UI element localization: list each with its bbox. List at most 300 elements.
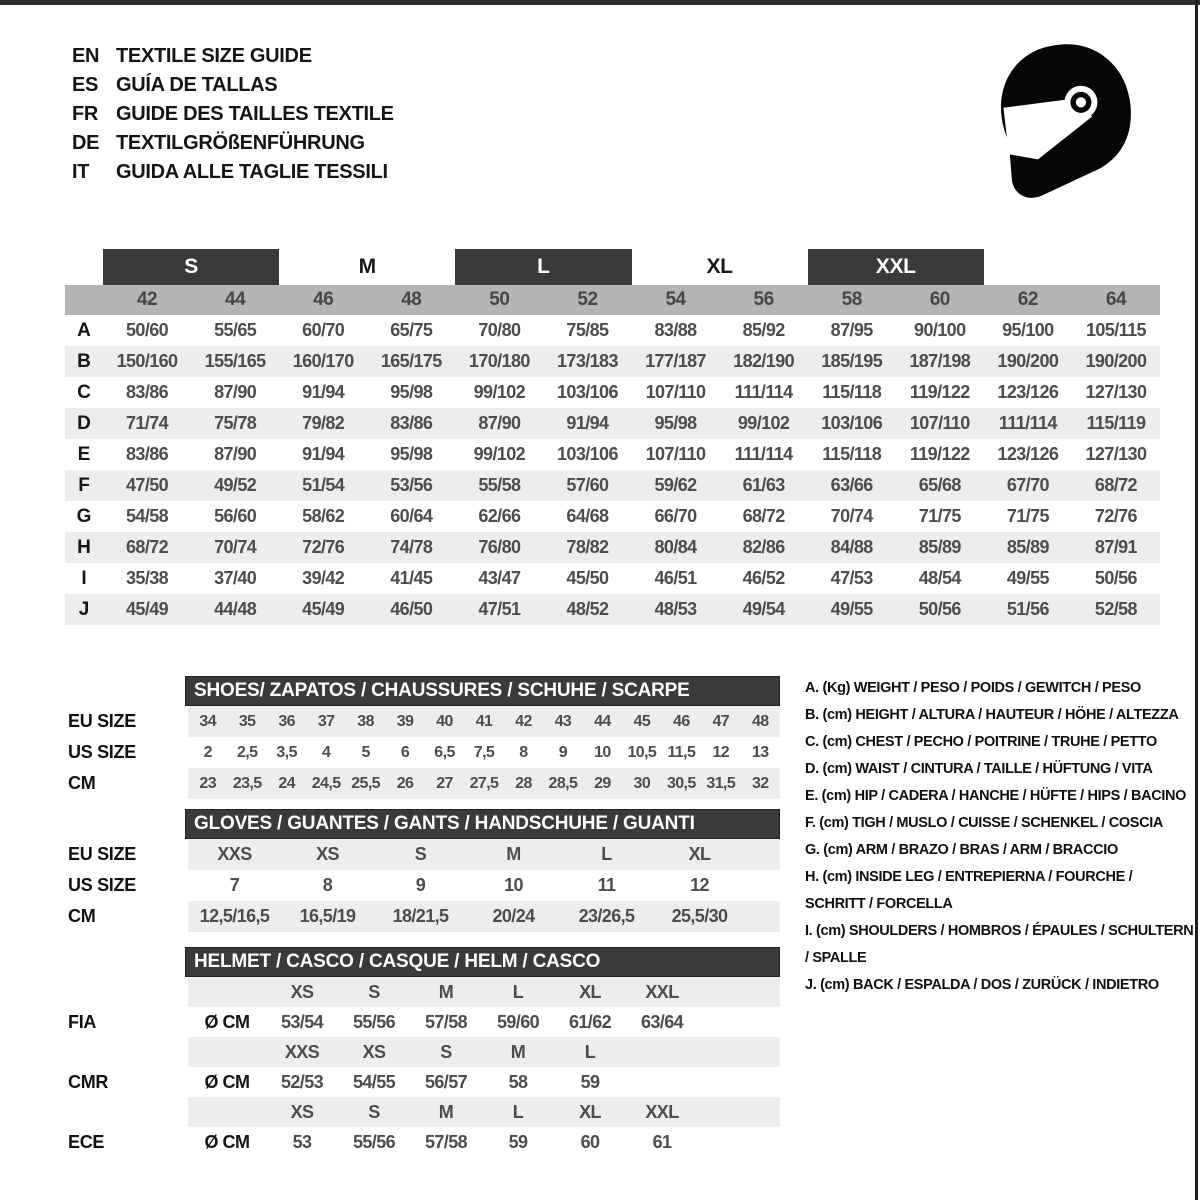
row-filler xyxy=(746,901,780,932)
glove-size-value: 9 xyxy=(415,875,426,895)
gloves-row xyxy=(65,870,780,901)
measurement-value: 83/88 xyxy=(654,320,697,340)
measurement-value: 50/56 xyxy=(1094,568,1137,588)
gloves-row-values xyxy=(188,870,780,901)
gloves-title-row xyxy=(65,809,780,839)
measurement-row-letter: A xyxy=(77,319,91,341)
measurement-value: 49/55 xyxy=(830,599,873,619)
row-filler xyxy=(746,870,780,901)
size-group-l: L xyxy=(455,249,631,285)
measurement-value: 35/38 xyxy=(126,568,169,588)
measurement-row-letter: E xyxy=(77,443,91,465)
measurement-value: 111/114 xyxy=(734,444,793,464)
helmet-size-value: 59 xyxy=(508,1131,528,1152)
measurement-value: 72/76 xyxy=(302,537,345,557)
measurement-value: 173/183 xyxy=(557,351,618,371)
measurement-value: 107/110 xyxy=(645,382,706,402)
measurement-value: 61/63 xyxy=(742,475,785,495)
helmet-size-value: XS xyxy=(290,1101,314,1122)
legend-item: H. (cm) INSIDE LEG / ENTREPIERNA / FOURCHE / SCHRITT / FORCELLA xyxy=(805,869,1133,912)
glove-size-value: 20/24 xyxy=(492,906,535,926)
shoes-row-values xyxy=(188,706,780,737)
shoes-section xyxy=(65,676,780,799)
shoe-size-value: 5 xyxy=(361,743,370,761)
glove-size-value: L xyxy=(601,844,612,864)
glove-size-value: 7 xyxy=(229,875,240,895)
size-letter-header-row xyxy=(65,249,1160,285)
glove-size-value: S xyxy=(414,844,427,864)
glove-size-value: XS xyxy=(316,844,339,864)
racing-helmet-icon xyxy=(980,28,1160,213)
measurement-value: 60/70 xyxy=(302,320,345,340)
measurement-value: 115/118 xyxy=(822,444,882,464)
helmet-standard-label: CMR xyxy=(68,1071,109,1092)
measurement-value: 103/106 xyxy=(557,382,618,402)
measurement-value: 177/187 xyxy=(645,351,706,371)
shoe-size-value: 46 xyxy=(673,712,690,730)
helmet-size-value: 54/55 xyxy=(352,1071,396,1092)
measurement-value: 45/49 xyxy=(126,599,169,619)
measurement-value: 70/80 xyxy=(478,320,521,340)
shoe-size-value: 27,5 xyxy=(469,774,499,792)
measurement-value: 123/126 xyxy=(997,382,1059,402)
legend-item: B. (cm) HEIGHT / ALTURA / HAUTEUR / HÖHE / ALTEZZA xyxy=(805,707,1179,723)
helmet-size-value: S xyxy=(440,1041,452,1062)
measurement-value: 99/102 xyxy=(737,413,790,433)
gloves-title-bar: GLOVES / GUANTES / GANTS / HANDSCHUHE / GUANTI xyxy=(185,809,780,839)
shoe-size-value: 41 xyxy=(475,712,493,730)
language-code: FR xyxy=(72,103,99,125)
measurement-value: 150/160 xyxy=(116,351,178,371)
measurement-value: 85/89 xyxy=(1006,537,1049,557)
size-number: 54 xyxy=(665,289,686,310)
measurement-row-letter: F xyxy=(78,474,90,496)
measurement-value: 155/165 xyxy=(204,351,266,371)
legend-item: G. (cm) ARM / BRAZO / BRAS / ARM / BRACCIO xyxy=(805,842,1118,858)
measurement-value: 68/72 xyxy=(742,506,785,526)
measurement-value: 75/78 xyxy=(214,413,257,433)
measurement-value: 91/94 xyxy=(302,382,345,402)
measurement-value: 160/170 xyxy=(292,351,354,371)
legend-item: I. (cm) SHOULDERS / HOMBROS / ÉPAULES / SCHULTERN / SPALLE xyxy=(805,923,1194,966)
measurement-value: 76/80 xyxy=(478,537,521,557)
shoe-size-value: 36 xyxy=(278,712,295,730)
measurement-value: 56/60 xyxy=(214,506,257,526)
helmet-unit-label xyxy=(188,1037,266,1067)
language-title: GUÍA DE TALLAS xyxy=(116,74,278,96)
measurement-value: 190/200 xyxy=(1085,351,1147,371)
helmet-size-value: 57/58 xyxy=(424,1011,468,1032)
measurement-value: 46/52 xyxy=(742,568,785,588)
language-row xyxy=(72,100,394,129)
gloves-section xyxy=(65,809,780,932)
helmet-unit-label xyxy=(188,1097,266,1127)
measurement-value: 80/84 xyxy=(654,537,697,557)
measurement-value: 51/56 xyxy=(1006,599,1049,619)
shoe-size-value: 38 xyxy=(357,712,374,730)
helmet-standard-label xyxy=(65,1037,188,1067)
row-filler xyxy=(698,1097,780,1127)
size-group-xl: XL xyxy=(706,255,733,278)
measurement-legend xyxy=(805,675,1195,999)
shoe-size-value: 2 xyxy=(203,743,212,761)
measurement-value: 170/180 xyxy=(468,351,530,371)
measurement-value: 99/102 xyxy=(473,444,526,464)
measurement-value: 79/82 xyxy=(302,413,345,433)
helmet-unit-label: Ø CM xyxy=(204,1131,250,1152)
gloves-rows xyxy=(65,839,780,932)
size-number: 64 xyxy=(1105,289,1127,310)
measurement-value: 44/48 xyxy=(214,599,257,619)
measurement-value: 66/70 xyxy=(654,506,697,526)
helmet-size-value: 57/58 xyxy=(424,1131,468,1152)
measurement-value: 49/52 xyxy=(214,475,257,495)
shoe-size-value: 4 xyxy=(321,743,331,761)
measurement-row xyxy=(65,594,1160,625)
shoe-size-value: 40 xyxy=(436,712,453,730)
helmet-size-value: 63/64 xyxy=(640,1011,684,1032)
measurement-value: 91/94 xyxy=(566,413,609,433)
measurement-value: 55/58 xyxy=(478,475,521,495)
row-filler xyxy=(698,1037,780,1067)
measurement-value: 53/56 xyxy=(390,475,433,495)
measurement-row xyxy=(65,346,1160,377)
shoes-row xyxy=(65,737,780,768)
legend-item: C. (cm) CHEST / PECHO / POITRINE / TRUHE / PETTO xyxy=(805,734,1157,750)
measurement-value: 49/55 xyxy=(1006,568,1049,588)
measurement-value: 111/114 xyxy=(734,382,793,402)
measurement-value: 68/72 xyxy=(126,537,169,557)
helmet-size-value: M xyxy=(510,1041,526,1062)
shoe-size-value: 39 xyxy=(396,712,414,730)
helmet-unit-label: Ø CM xyxy=(204,1071,250,1092)
shoes-rows xyxy=(65,706,780,799)
measurement-value: 47/51 xyxy=(478,599,521,619)
shoe-size-value: 8 xyxy=(519,743,528,761)
size-number: 58 xyxy=(841,289,862,310)
measurement-value: 65/75 xyxy=(390,320,433,340)
glove-size-value: 12 xyxy=(690,875,709,895)
header-spacer xyxy=(65,249,103,285)
measurement-row-letter: G xyxy=(76,505,92,527)
helmet-size-value: 53/54 xyxy=(280,1011,324,1032)
shoe-size-value: 24 xyxy=(278,774,295,792)
helmet-size-value: XS xyxy=(290,981,314,1002)
shoe-size-value: 26 xyxy=(396,774,414,792)
measurement-value: 47/50 xyxy=(126,475,169,495)
size-number: 46 xyxy=(313,289,334,310)
shoe-size-value: 44 xyxy=(594,712,611,730)
measurement-value: 103/106 xyxy=(557,444,618,464)
shoe-size-value: 30 xyxy=(633,774,651,792)
row-filler xyxy=(698,977,780,1007)
measurement-value: 70/74 xyxy=(830,506,873,526)
measurement-value: 78/82 xyxy=(566,537,609,557)
measurement-value: 60/64 xyxy=(390,506,433,526)
measurement-value: 58/62 xyxy=(302,506,345,526)
measurement-value: 119/122 xyxy=(909,382,970,402)
shoe-size-value: 32 xyxy=(751,774,769,792)
gloves-row-values xyxy=(188,839,780,870)
measurement-row-letter: I xyxy=(81,567,87,589)
language-title: GUIDA ALLE TAGLIE TESSILI xyxy=(116,161,388,183)
measurement-value: 115/118 xyxy=(822,382,882,402)
shoe-size-value: 24,5 xyxy=(311,774,341,792)
helmet-size-value: 52/53 xyxy=(280,1071,324,1092)
size-number: 52 xyxy=(577,289,598,310)
helmet-row xyxy=(65,1097,780,1127)
measurement-row xyxy=(65,377,1160,408)
measurement-value: 63/66 xyxy=(830,475,873,495)
measurement-row-letter: J xyxy=(78,598,90,620)
helmet-size-value: 55/56 xyxy=(352,1011,396,1032)
measurement-value: 165/175 xyxy=(380,351,442,371)
gloves-row-label: EU SIZE xyxy=(68,844,136,864)
helmet-size-value: 60 xyxy=(580,1131,600,1152)
shoe-size-value: 7,5 xyxy=(473,743,495,761)
gloves-row-label: US SIZE xyxy=(68,875,136,895)
measurement-value: 51/54 xyxy=(302,475,345,495)
measurement-value: 48/52 xyxy=(566,599,609,619)
measurement-value: 190/200 xyxy=(997,351,1059,371)
measurement-value: 50/60 xyxy=(126,320,169,340)
shoes-row-label: US SIZE xyxy=(68,742,136,762)
legend-item: D. (cm) WAIST / CINTURA / TAILLE / HÜFTUNG / VITA xyxy=(805,761,1153,777)
shoe-size-value: 10 xyxy=(594,743,611,761)
top-border-line xyxy=(0,0,1200,5)
helmet-size-value: 55/56 xyxy=(352,1131,396,1152)
shoe-size-value: 13 xyxy=(751,743,769,761)
measurement-value: 182/190 xyxy=(733,351,795,371)
measurement-row xyxy=(65,439,1160,470)
shoe-size-value: 42 xyxy=(515,712,532,730)
helmet-size-value: S xyxy=(368,1101,380,1122)
shoes-row-values xyxy=(188,768,780,799)
measurement-value: 95/98 xyxy=(390,382,433,402)
measurement-value: 67/70 xyxy=(1006,475,1049,495)
shoe-size-value: 25,5 xyxy=(351,774,380,792)
glove-size-value: 11 xyxy=(597,875,616,895)
language-code: ES xyxy=(72,74,99,96)
gloves-row xyxy=(65,839,780,870)
measurement-value: 85/89 xyxy=(918,537,961,557)
measurement-value: 95/100 xyxy=(1002,320,1054,340)
measurement-value: 46/50 xyxy=(390,599,433,619)
helmet-size-value: XS xyxy=(362,1041,386,1062)
measurement-value: 57/60 xyxy=(566,475,609,495)
measurement-value: 43/47 xyxy=(478,568,521,588)
size-group-s: S xyxy=(103,249,279,285)
row-filler xyxy=(698,1127,780,1157)
measurement-row xyxy=(65,470,1160,501)
measurement-value: 87/95 xyxy=(830,320,873,340)
measurement-value: 55/65 xyxy=(214,320,257,340)
language-row xyxy=(72,129,394,158)
language-row xyxy=(72,42,394,71)
measurement-value: 82/86 xyxy=(742,537,785,557)
measurement-value: 83/86 xyxy=(126,444,169,464)
measurement-value: 45/50 xyxy=(566,568,609,588)
shoe-size-value: 35 xyxy=(238,712,256,730)
size-number: 60 xyxy=(929,289,950,310)
measurement-value: 87/90 xyxy=(214,382,257,402)
measurement-value: 59/62 xyxy=(654,475,697,495)
measurement-value: 115/119 xyxy=(1086,413,1146,433)
shoe-size-value: 2,5 xyxy=(236,743,258,761)
measurement-value: 70/74 xyxy=(214,537,257,557)
shoe-size-value: 47 xyxy=(712,712,730,730)
shoe-size-value: 43 xyxy=(554,712,572,730)
measurement-value: 71/75 xyxy=(1006,506,1049,526)
measurement-value: 105/115 xyxy=(1086,320,1146,340)
helmet-size-value: 61/62 xyxy=(568,1011,612,1032)
language-title: TEXTILE SIZE GUIDE xyxy=(116,45,312,67)
measurement-value: 48/54 xyxy=(918,568,961,588)
measurement-value: 99/102 xyxy=(473,382,526,402)
measurement-value: 50/56 xyxy=(918,599,961,619)
shoes-title-bar: SHOES/ ZAPATOS / CHAUSSURES / SCHUHE / SCARPE xyxy=(185,676,780,706)
helmet-size-value: 61 xyxy=(652,1131,672,1152)
shoe-size-value: 6 xyxy=(400,743,410,761)
helmet-row-values xyxy=(188,1097,780,1127)
helmet-size-value: L xyxy=(584,1041,596,1062)
measurement-row xyxy=(65,408,1160,439)
shoe-size-value: 31,5 xyxy=(706,774,736,792)
measurement-value: 62/66 xyxy=(478,506,521,526)
language-title: GUIDE DES TAILLES TEXTILE xyxy=(116,103,394,125)
legend-item: J. (cm) BACK / ESPALDA / DOS / ZURÜCK / INDIETRO xyxy=(805,977,1159,993)
number-row-spacer xyxy=(65,285,103,315)
shoes-title-row xyxy=(65,676,780,706)
row-filler xyxy=(746,839,780,870)
legend-item: A. (Kg) WEIGHT / PESO / POIDS / GEWITCH / PESO xyxy=(805,680,1141,696)
shoes-row xyxy=(65,706,780,737)
measurement-value: 72/76 xyxy=(1094,506,1137,526)
language-row xyxy=(72,158,394,187)
measurement-value: 85/92 xyxy=(742,320,785,340)
helmet-standard-label: ECE xyxy=(68,1131,105,1152)
measurement-value: 127/130 xyxy=(1085,444,1147,464)
measurement-value: 187/198 xyxy=(909,351,971,371)
shoe-size-value: 28,5 xyxy=(548,774,578,792)
helmet-standard-label: FIA xyxy=(68,1011,97,1032)
section-margin xyxy=(65,676,185,706)
gloves-row xyxy=(65,901,780,932)
measurement-value: 111/114 xyxy=(998,413,1057,433)
glove-size-value: 8 xyxy=(322,875,333,895)
size-number: 42 xyxy=(136,289,158,310)
measurement-value: 74/78 xyxy=(390,537,433,557)
helmet-row xyxy=(65,977,780,1007)
glove-size-value: XXS xyxy=(217,844,252,864)
measurement-value: 95/98 xyxy=(390,444,433,464)
measurement-value: 95/98 xyxy=(654,413,697,433)
measurement-value: 71/75 xyxy=(918,506,961,526)
helmet-size-value: 53 xyxy=(292,1131,312,1152)
helmet-size-value xyxy=(626,1037,698,1067)
measurement-value: 119/122 xyxy=(909,444,970,464)
header-spacer xyxy=(984,249,1072,285)
helmet-row xyxy=(65,1037,780,1067)
size-number: 56 xyxy=(753,289,774,310)
measurement-value: 49/54 xyxy=(742,599,785,619)
measurement-value: 46/51 xyxy=(654,568,697,588)
shoe-size-value: 48 xyxy=(751,712,769,730)
measurement-value: 37/40 xyxy=(214,568,257,588)
measurement-value: 54/58 xyxy=(126,506,169,526)
helmet-size-value: M xyxy=(438,981,454,1002)
shoe-size-value: 23,5 xyxy=(232,774,262,792)
measurement-value: 127/130 xyxy=(1085,382,1147,402)
measurement-row xyxy=(65,563,1160,594)
glove-size-value: 10 xyxy=(504,875,523,895)
measurement-value: 75/85 xyxy=(566,320,609,340)
helmet-size-value: 56/57 xyxy=(424,1071,468,1092)
helmet-row-values xyxy=(188,1037,780,1067)
shoe-size-value: 45 xyxy=(633,712,651,730)
shoe-size-value: 37 xyxy=(317,712,335,730)
helmet-unit-label xyxy=(188,977,266,1007)
shoes-row-values xyxy=(188,737,780,768)
shoe-size-value: 12 xyxy=(712,743,730,761)
glove-size-value: 12,5/16,5 xyxy=(199,906,270,926)
measurement-value: 123/126 xyxy=(997,444,1059,464)
helmet-row xyxy=(65,1067,780,1097)
shoe-size-value: 27 xyxy=(436,774,453,792)
glove-size-value: 18/21,5 xyxy=(392,906,449,926)
shoes-row-label: EU SIZE xyxy=(68,711,136,731)
helmet-title-row xyxy=(65,947,780,977)
language-title-block xyxy=(72,42,394,187)
shoe-size-value: 34 xyxy=(199,712,217,730)
section-margin xyxy=(65,947,185,977)
helmet-standard-label xyxy=(65,977,188,1007)
measurement-value: 91/94 xyxy=(302,444,345,464)
shoes-row-label: CM xyxy=(68,773,96,793)
measurement-value: 87/90 xyxy=(478,413,521,433)
measurement-rows xyxy=(65,315,1160,625)
measurement-value: 47/53 xyxy=(830,568,873,588)
measurement-value: 87/91 xyxy=(1094,537,1137,557)
shoes-row xyxy=(65,768,780,799)
right-border-line xyxy=(1195,0,1198,1200)
measurement-value: 64/68 xyxy=(566,506,609,526)
size-number-row xyxy=(65,285,1160,315)
helmet-row-values xyxy=(188,977,780,1007)
shoe-size-value: 9 xyxy=(558,743,568,761)
helmet-row-values xyxy=(188,1007,780,1037)
glove-size-value: XL xyxy=(688,844,711,864)
measurement-value: 84/88 xyxy=(830,537,873,557)
section-margin xyxy=(65,809,185,839)
measurement-value: 103/106 xyxy=(821,413,883,433)
helmet-row xyxy=(65,1007,780,1037)
size-group-m: M xyxy=(358,255,376,278)
helmet-row-values xyxy=(188,1067,780,1097)
gloves-row-label: CM xyxy=(68,906,96,926)
language-title: TEXTILGRÖßENFÜHRUNG xyxy=(116,132,365,154)
measurement-value: 48/53 xyxy=(654,599,697,619)
helmet-section xyxy=(65,947,780,1157)
measurement-value: 68/72 xyxy=(1094,475,1137,495)
helmet-size-value xyxy=(626,1067,698,1097)
shoe-size-value: 30,5 xyxy=(666,774,696,792)
measurement-value: 39/42 xyxy=(302,568,345,588)
language-code: EN xyxy=(72,45,100,67)
measurement-value: 83/86 xyxy=(126,382,169,402)
size-number: 50 xyxy=(489,289,510,310)
measurement-value: 107/110 xyxy=(909,413,970,433)
